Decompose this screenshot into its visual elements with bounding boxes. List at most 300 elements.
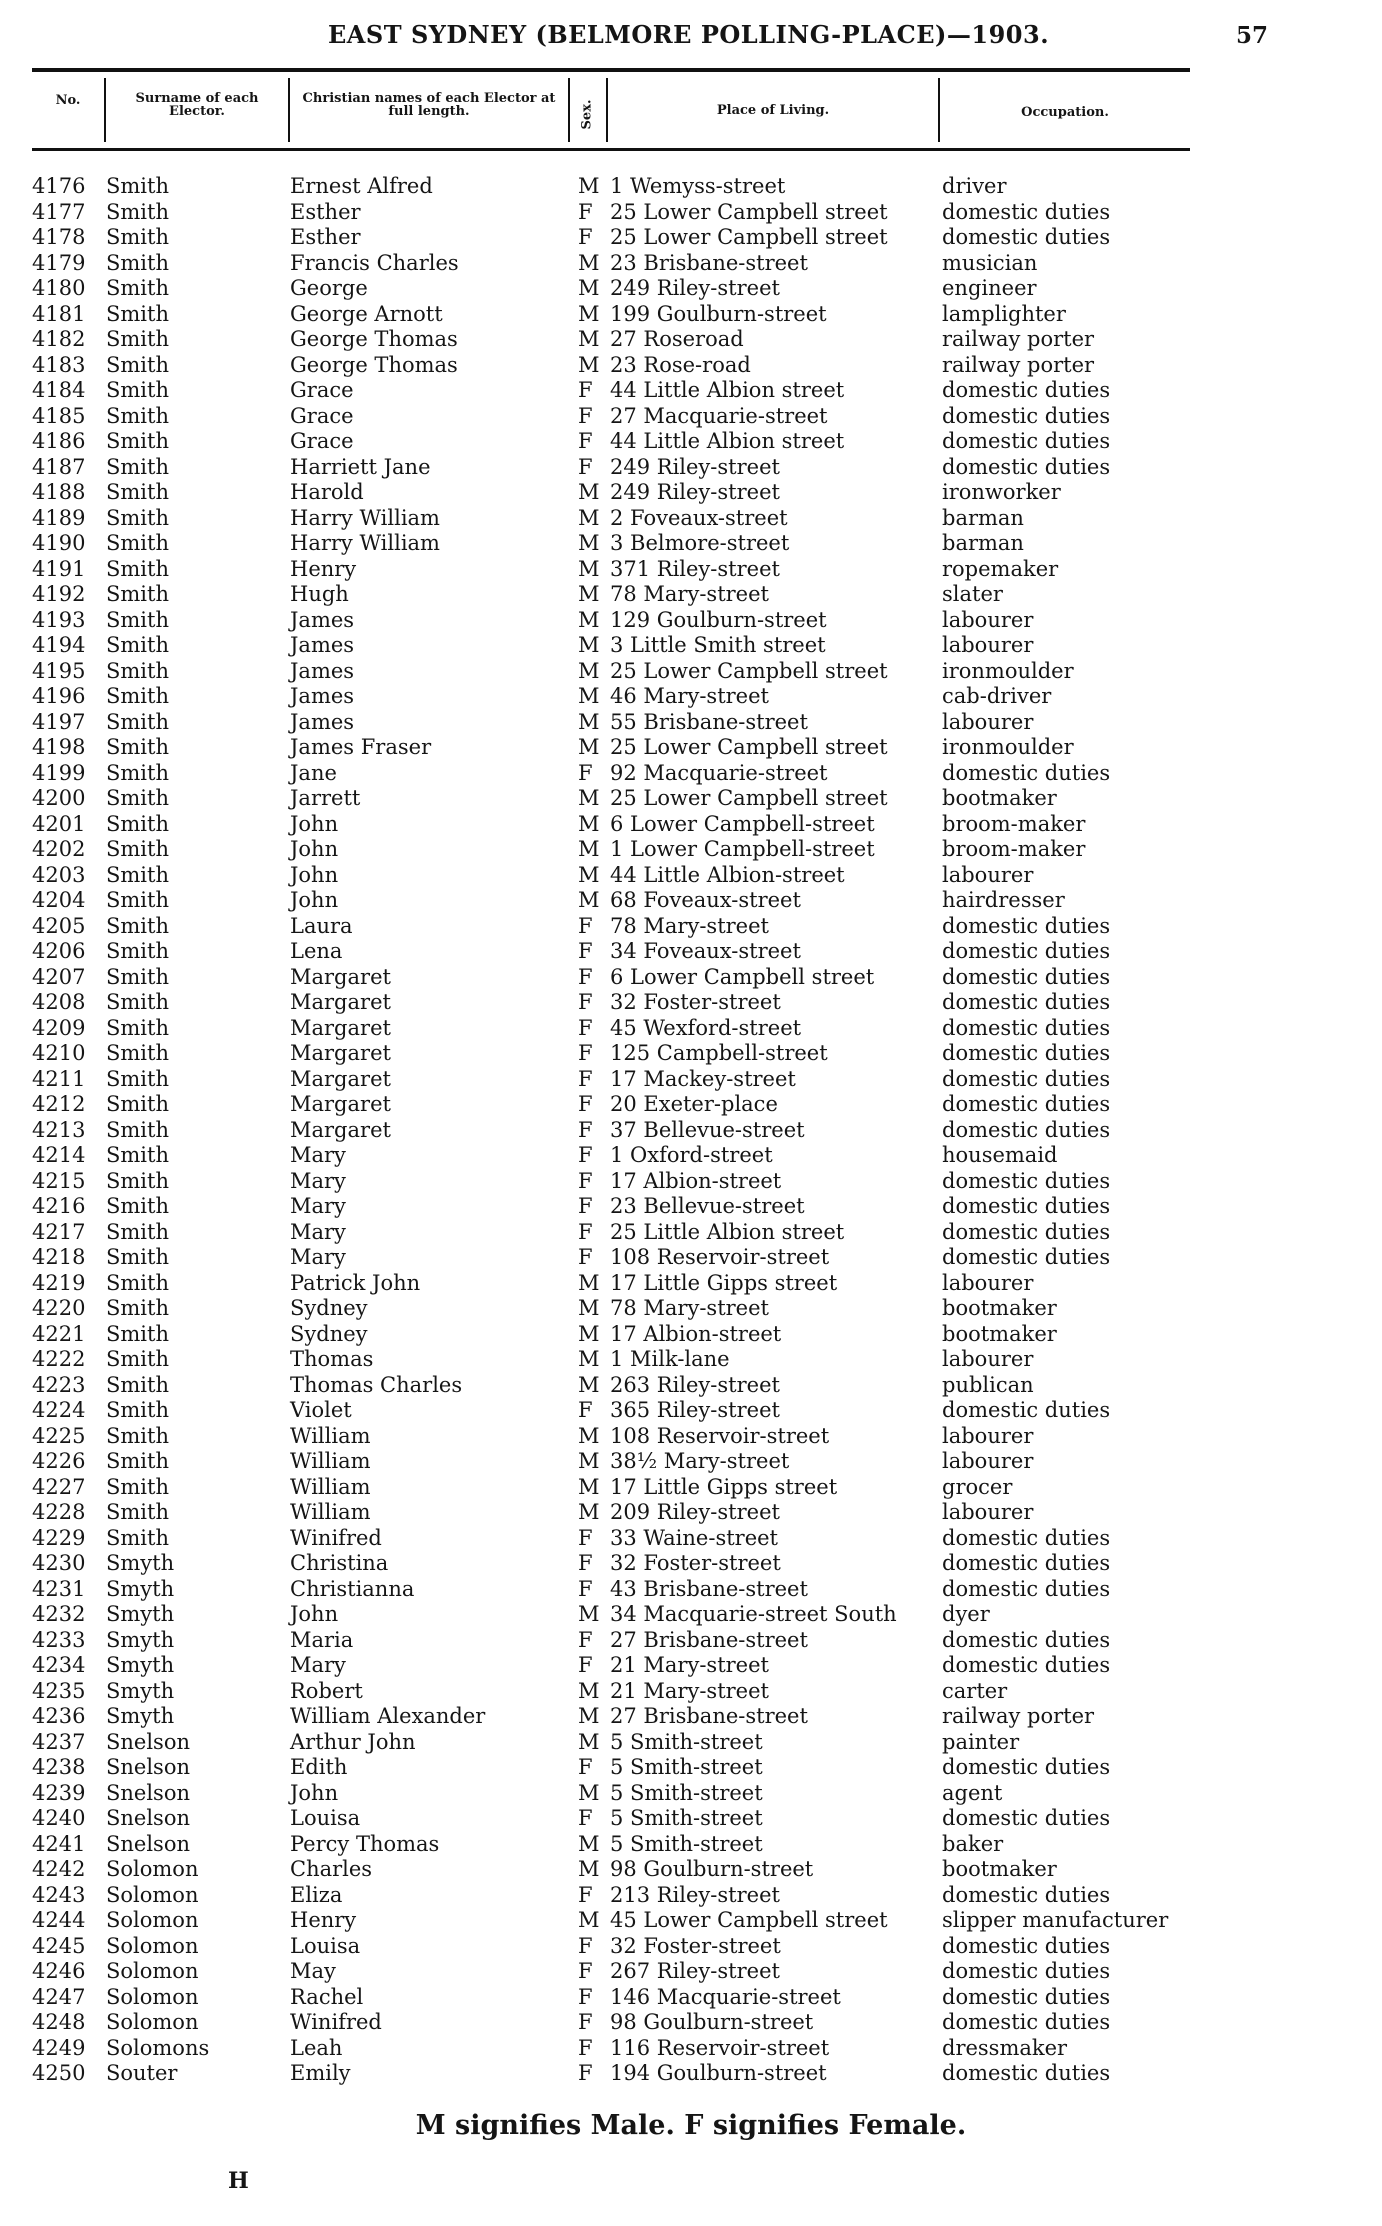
elector-surname: Smith	[106, 684, 169, 708]
elector-sex: F	[578, 2061, 593, 2085]
elector-place-of-living: 43 Brisbane-street	[610, 1576, 808, 1601]
elector-place-of-living: 21 Mary-street	[610, 1653, 769, 1677]
elector-place-of-living: 249 Riley-street	[610, 480, 780, 504]
elector-place-of-living: 27 Brisbane-street	[610, 1704, 808, 1728]
elector-surname: Smyth	[106, 1653, 175, 1677]
elector-number: 4176	[32, 174, 86, 198]
elector-christian-names: James	[290, 633, 355, 657]
elector-christian-names: Patrick John	[290, 1270, 421, 1295]
elector-place-of-living: 34 Macquarie-street South	[610, 1602, 897, 1626]
elector-occupation: domestic duties	[942, 225, 1111, 249]
elector-sex: F	[578, 990, 593, 1014]
elector-surname: Smith	[106, 1525, 169, 1550]
table-row	[0, 914, 1382, 940]
elector-place-of-living: 5 Smith-street	[610, 1755, 763, 1779]
elector-christian-names: William	[290, 1474, 371, 1499]
table-row	[0, 2010, 1382, 2036]
table-row	[0, 557, 1382, 583]
elector-number: 4188	[32, 480, 86, 504]
elector-place-of-living: 20 Exeter-place	[610, 1092, 778, 1116]
elector-number: 4227	[32, 1474, 86, 1499]
elector-number: 4201	[32, 811, 86, 836]
elector-surname: Solomon	[106, 1882, 199, 1907]
elector-number: 4215	[32, 1168, 86, 1193]
elector-number: 4241	[32, 1831, 86, 1856]
elector-sex: M	[578, 582, 600, 606]
column-header-occupation: Occupation.	[1021, 105, 1109, 120]
elector-place-of-living: 38½ Mary-street	[610, 1449, 790, 1473]
elector-christian-names: Mary	[290, 1219, 346, 1244]
elector-place-of-living: 194 Goulburn-street	[610, 2061, 827, 2085]
elector-surname: Smith	[106, 505, 169, 530]
table-row	[0, 1322, 1382, 1348]
elector-sex: M	[578, 786, 600, 810]
elector-number: 4189	[32, 505, 86, 530]
elector-occupation: domestic duties	[942, 1525, 1111, 1550]
elector-sex: F	[578, 1245, 593, 1269]
elector-place-of-living: 92 Macquarie-street	[610, 760, 828, 785]
elector-surname: Smith	[106, 1092, 169, 1116]
elector-surname: Solomons	[106, 2035, 210, 2060]
elector-sex: M	[578, 607, 600, 632]
printer-signature: H	[228, 2168, 249, 2194]
elector-occupation: domestic duties	[942, 1015, 1111, 1040]
elector-place-of-living: 32 Foster-street	[610, 990, 781, 1014]
elector-surname: Smith	[106, 633, 169, 657]
elector-number: 4199	[32, 760, 86, 785]
elector-place-of-living: 78 Mary-street	[610, 913, 769, 938]
elector-christian-names: Emily	[290, 2061, 351, 2085]
table-row	[0, 1832, 1382, 1858]
elector-christian-names: Sydney	[290, 1321, 368, 1346]
elector-occupation: baker	[942, 1831, 1004, 1856]
elector-sex: M	[578, 1270, 600, 1295]
elector-number: 4184	[32, 378, 86, 402]
elector-sex: M	[578, 1372, 600, 1397]
elector-number: 4200	[32, 786, 86, 810]
table-row	[0, 1143, 1382, 1169]
table-row	[0, 786, 1382, 812]
elector-number: 4178	[32, 225, 86, 249]
table-row	[0, 1908, 1382, 1934]
elector-christian-names: Harold	[290, 480, 364, 504]
elector-christian-names: William	[290, 1423, 371, 1448]
elector-number: 4229	[32, 1525, 86, 1550]
elector-number: 4232	[32, 1602, 86, 1626]
elector-christian-names: Margaret	[290, 1117, 391, 1142]
elector-occupation: labourer	[942, 1500, 1034, 1524]
table-row	[0, 608, 1382, 634]
elector-christian-names: James	[290, 658, 355, 683]
elector-sex: F	[578, 1933, 593, 1958]
elector-number: 4233	[32, 1627, 86, 1652]
elector-occupation: housemaid	[942, 1143, 1058, 1167]
elector-place-of-living: 78 Mary-street	[610, 582, 769, 606]
elector-place-of-living: 213 Riley-street	[610, 1882, 780, 1907]
elector-christian-names: Jane	[290, 760, 337, 785]
elector-surname: Smith	[106, 480, 169, 504]
table-row	[0, 1526, 1382, 1552]
table-row	[0, 1679, 1382, 1705]
elector-occupation: labourer	[942, 1347, 1034, 1371]
elector-number: 4217	[32, 1219, 86, 1244]
elector-sex: M	[578, 735, 600, 759]
elector-surname: Smith	[106, 276, 169, 300]
elector-occupation: cab-driver	[942, 684, 1052, 708]
elector-occupation: domestic duties	[942, 1092, 1111, 1116]
elector-place-of-living: 3 Little Smith street	[610, 633, 826, 657]
elector-occupation: domestic duties	[942, 1806, 1111, 1830]
elector-occupation: domestic duties	[942, 454, 1111, 479]
elector-place-of-living: 27 Brisbane-street	[610, 1627, 808, 1652]
elector-surname: Smith	[106, 1321, 169, 1346]
table-row	[0, 761, 1382, 787]
elector-surname: Smith	[106, 582, 169, 606]
elector-occupation: bootmaker	[942, 1857, 1057, 1881]
table-row	[0, 302, 1382, 328]
elector-sex: M	[578, 352, 600, 377]
elector-christian-names: Mary	[290, 1143, 346, 1167]
elector-number: 4243	[32, 1882, 86, 1907]
elector-number: 4204	[32, 888, 86, 912]
elector-occupation: domestic duties	[942, 1066, 1111, 1091]
elector-sex: M	[578, 1347, 600, 1371]
elector-occupation: agent	[942, 1780, 1003, 1805]
elector-christian-names: Harriett Jane	[290, 454, 431, 479]
elector-place-of-living: 25 Lower Campbell street	[610, 786, 888, 810]
elector-occupation: dyer	[942, 1602, 990, 1626]
elector-number: 4179	[32, 250, 86, 275]
elector-sex: M	[578, 1729, 600, 1754]
elector-surname: Smyth	[106, 1704, 175, 1728]
elector-number: 4195	[32, 658, 86, 683]
elector-number: 4249	[32, 2035, 86, 2060]
elector-surname: Smith	[106, 225, 169, 249]
elector-sex: M	[578, 1704, 600, 1728]
elector-sex: M	[578, 709, 600, 734]
elector-number: 4242	[32, 1857, 86, 1881]
table-row	[0, 863, 1382, 889]
elector-surname: Smyth	[106, 1551, 175, 1575]
elector-number: 4228	[32, 1500, 86, 1524]
table-row	[0, 1551, 1382, 1577]
header-rule-bottom	[32, 148, 1190, 151]
elector-christian-names: Leah	[290, 2035, 343, 2060]
elector-sex: F	[578, 403, 593, 428]
elector-surname: Smith	[106, 301, 169, 326]
column-header-christian-names: Christian names of each Elector at full length.	[302, 91, 556, 119]
elector-number: 4222	[32, 1347, 86, 1371]
elector-christian-names: Francis Charles	[290, 250, 459, 275]
elector-sex: F	[578, 1576, 593, 1601]
elector-surname: Smith	[106, 199, 169, 224]
elector-number: 4208	[32, 990, 86, 1014]
elector-surname: Souter	[106, 2061, 178, 2085]
elector-occupation: domestic duties	[942, 990, 1111, 1014]
elector-occupation: domestic duties	[942, 1194, 1111, 1218]
elector-christian-names: Henry	[290, 556, 357, 581]
elector-sex: F	[578, 2035, 593, 2060]
elector-place-of-living: 116 Reservoir-street	[610, 2035, 830, 2060]
elector-place-of-living: 17 Little Gipps street	[610, 1474, 838, 1499]
elector-place-of-living: 34 Foveaux-street	[610, 939, 801, 963]
elector-christian-names: John	[290, 862, 339, 887]
elector-sex: F	[578, 1194, 593, 1218]
page-header	[0, 20, 1382, 60]
elector-place-of-living: 25 Lower Campbell street	[610, 735, 888, 759]
elector-christian-names: Laura	[290, 913, 353, 938]
table-row	[0, 2061, 1382, 2087]
elector-sex: M	[578, 1321, 600, 1346]
elector-surname: Solomon	[106, 2010, 199, 2034]
elector-number: 4239	[32, 1780, 86, 1805]
elector-christian-names: Grace	[290, 378, 354, 402]
elector-christian-names: Esther	[290, 199, 361, 224]
elector-occupation: domestic duties	[942, 1984, 1111, 2009]
elector-number: 4220	[32, 1296, 86, 1320]
elector-surname: Smith	[106, 1194, 169, 1218]
elector-place-of-living: 44 Little Albion street	[610, 378, 845, 402]
elector-christian-names: Thomas	[290, 1347, 374, 1371]
elector-occupation: labourer	[942, 607, 1034, 632]
elector-surname: Smyth	[106, 1627, 175, 1652]
table-row	[0, 1398, 1382, 1424]
table-row	[0, 1271, 1382, 1297]
elector-sex: M	[578, 1602, 600, 1626]
elector-place-of-living: 365 Riley-street	[610, 1398, 780, 1422]
elector-place-of-living: 27 Roseroad	[610, 327, 744, 351]
elector-surname: Smith	[106, 939, 169, 963]
table-row	[0, 353, 1382, 379]
elector-christian-names: Robert	[290, 1678, 363, 1703]
elector-occupation: engineer	[942, 276, 1037, 300]
elector-number: 4210	[32, 1041, 86, 1065]
elector-number: 4182	[32, 327, 86, 351]
elector-christian-names: Charles	[290, 1857, 373, 1881]
elector-sex: F	[578, 225, 593, 249]
elector-surname: Snelson	[106, 1831, 190, 1856]
elector-occupation: barman	[942, 505, 1024, 530]
elector-occupation: labourer	[942, 1423, 1034, 1448]
elector-christian-names: Louisa	[290, 1933, 361, 1958]
elector-place-of-living: 108 Reservoir-street	[610, 1423, 830, 1448]
elector-place-of-living: 1 Oxford-street	[610, 1143, 773, 1167]
elector-occupation: ironworker	[942, 480, 1061, 504]
table-row	[0, 404, 1382, 430]
elector-number: 4231	[32, 1576, 86, 1601]
elector-number: 4244	[32, 1908, 86, 1932]
elector-number: 4211	[32, 1066, 86, 1091]
table-row	[0, 710, 1382, 736]
elector-christian-names: Eliza	[290, 1882, 343, 1907]
table-row	[0, 684, 1382, 710]
elector-place-of-living: 125 Campbell-street	[610, 1041, 828, 1065]
elector-occupation: domestic duties	[942, 1551, 1111, 1575]
table-row	[0, 1500, 1382, 1526]
elector-number: 4240	[32, 1806, 86, 1830]
elector-occupation: musician	[942, 250, 1038, 275]
elector-christian-names: Ernest Alfred	[290, 174, 433, 198]
elector-occupation: domestic duties	[942, 1041, 1111, 1065]
table-row	[0, 1118, 1382, 1144]
elector-surname: Smith	[106, 1296, 169, 1320]
elector-sex: F	[578, 939, 593, 963]
elector-surname: Smith	[106, 1347, 169, 1371]
elector-sex: M	[578, 1678, 600, 1703]
elector-place-of-living: 17 Albion-street	[610, 1168, 782, 1193]
table-row	[0, 1169, 1382, 1195]
elector-occupation: broom-maker	[942, 811, 1086, 836]
electoral-roll-table	[0, 174, 1382, 2087]
elector-occupation: painter	[942, 1729, 1020, 1754]
table-row	[0, 276, 1382, 302]
elector-number: 4216	[32, 1194, 86, 1218]
elector-place-of-living: 44 Little Albion-street	[610, 862, 845, 887]
elector-place-of-living: 2 Foveaux-street	[610, 505, 788, 530]
elector-place-of-living: 45 Lower Campbell street	[610, 1908, 888, 1932]
elector-occupation: domestic duties	[942, 760, 1111, 785]
elector-sex: M	[578, 1831, 600, 1856]
elector-place-of-living: 98 Goulburn-street	[610, 1857, 814, 1881]
elector-place-of-living: 209 Riley-street	[610, 1500, 780, 1524]
elector-christian-names: James	[290, 607, 355, 632]
elector-occupation: domestic duties	[942, 1627, 1111, 1652]
elector-surname: Smith	[106, 1219, 169, 1244]
elector-number: 4223	[32, 1372, 86, 1397]
elector-number: 4225	[32, 1423, 86, 1448]
elector-surname: Smith	[106, 811, 169, 836]
elector-place-of-living: 249 Riley-street	[610, 276, 780, 300]
elector-number: 4205	[32, 913, 86, 938]
elector-number: 4207	[32, 964, 86, 989]
elector-sex: M	[578, 1500, 600, 1524]
table-row	[0, 1806, 1382, 1832]
elector-christian-names: John	[290, 811, 339, 836]
table-row	[0, 1220, 1382, 1246]
elector-christian-names: Edith	[290, 1755, 348, 1779]
table-row	[0, 1194, 1382, 1220]
table-row	[0, 1730, 1382, 1756]
elector-christian-names: Jarrett	[290, 786, 361, 810]
elector-occupation: labourer	[942, 633, 1034, 657]
elector-place-of-living: 249 Riley-street	[610, 454, 780, 479]
elector-christian-names: Thomas Charles	[290, 1372, 463, 1397]
elector-surname: Smith	[106, 403, 169, 428]
elector-occupation: labourer	[942, 709, 1034, 734]
elector-place-of-living: 17 Albion-street	[610, 1321, 782, 1346]
table-row	[0, 1934, 1382, 1960]
elector-place-of-living: 23 Brisbane-street	[610, 250, 808, 275]
elector-place-of-living: 32 Foster-street	[610, 1551, 781, 1575]
elector-sex: M	[578, 633, 600, 657]
elector-surname: Smyth	[106, 1678, 175, 1703]
sex-legend-note: M signifies Male. F signifies Female.	[415, 2110, 967, 2141]
elector-occupation: domestic duties	[942, 429, 1111, 453]
elector-occupation: grocer	[942, 1474, 1013, 1499]
elector-place-of-living: 1 Lower Campbell-street	[610, 837, 875, 861]
elector-occupation: bootmaker	[942, 1321, 1057, 1346]
elector-number: 4192	[32, 582, 86, 606]
elector-number: 4202	[32, 837, 86, 861]
elector-number: 4247	[32, 1984, 86, 2009]
elector-sex: F	[578, 760, 593, 785]
elector-number: 4236	[32, 1704, 86, 1728]
table-row	[0, 582, 1382, 608]
elector-number: 4214	[32, 1143, 86, 1167]
elector-surname: Smith	[106, 429, 169, 453]
table-row	[0, 1985, 1382, 2011]
elector-sex: M	[578, 531, 600, 555]
table-row	[0, 200, 1382, 226]
elector-place-of-living: 146 Macquarie-street	[610, 1984, 841, 2009]
elector-sex: M	[578, 658, 600, 683]
elector-surname: Smith	[106, 658, 169, 683]
elector-sex: M	[578, 684, 600, 708]
elector-place-of-living: 5 Smith-street	[610, 1729, 763, 1754]
elector-place-of-living: 263 Riley-street	[610, 1372, 780, 1397]
elector-christian-names: Mary	[290, 1168, 346, 1193]
elector-christian-names: Christina	[290, 1551, 389, 1575]
elector-place-of-living: 6 Lower Campbell street	[610, 964, 875, 989]
elector-sex: F	[578, 1551, 593, 1575]
elector-sex: M	[578, 1857, 600, 1881]
elector-surname: Snelson	[106, 1780, 190, 1805]
column-header-no: No.	[55, 93, 81, 108]
elector-sex: M	[578, 480, 600, 504]
elector-place-of-living: 78 Mary-street	[610, 1296, 769, 1320]
elector-sex: F	[578, 1398, 593, 1422]
elector-christian-names: Hugh	[290, 582, 349, 606]
elector-place-of-living: 199 Goulburn-street	[610, 301, 827, 326]
elector-christian-names: Christianna	[290, 1576, 415, 1601]
elector-number: 4212	[32, 1092, 86, 1116]
column-header-place-of-living: Place of Living.	[716, 103, 830, 118]
elector-christian-names: Winifred	[290, 2010, 382, 2034]
elector-sex: F	[578, 1882, 593, 1907]
elector-occupation: dressmaker	[942, 2035, 1068, 2060]
elector-surname: Smith	[106, 1245, 169, 1269]
elector-sex: M	[578, 276, 600, 300]
elector-surname: Smith	[106, 735, 169, 759]
elector-surname: Snelson	[106, 1729, 190, 1754]
elector-place-of-living: 25 Lower Campbell street	[610, 225, 888, 249]
elector-surname: Smith	[106, 531, 169, 555]
table-row	[0, 812, 1382, 838]
elector-surname: Smith	[106, 1270, 169, 1295]
elector-christian-names: John	[290, 1602, 339, 1626]
elector-place-of-living: 25 Lower Campbell street	[610, 199, 888, 224]
elector-sex: F	[578, 1092, 593, 1116]
table-row	[0, 1475, 1382, 1501]
table-row	[0, 455, 1382, 481]
table-row	[0, 1704, 1382, 1730]
elector-christian-names: James	[290, 709, 355, 734]
elector-occupation: domestic duties	[942, 1219, 1111, 1244]
elector-number: 4238	[32, 1755, 86, 1779]
elector-surname: Smith	[106, 174, 169, 198]
elector-place-of-living: 5 Smith-street	[610, 1806, 763, 1830]
elector-surname: Smith	[106, 786, 169, 810]
elector-place-of-living: 21 Mary-street	[610, 1678, 769, 1703]
elector-surname: Smith	[106, 964, 169, 989]
elector-sex: F	[578, 1806, 593, 1830]
table-row	[0, 1296, 1382, 1322]
elector-sex: M	[578, 174, 600, 198]
elector-christian-names: George	[290, 276, 368, 300]
elector-occupation: domestic duties	[942, 403, 1111, 428]
elector-number: 4183	[32, 352, 86, 377]
elector-number: 4218	[32, 1245, 86, 1269]
